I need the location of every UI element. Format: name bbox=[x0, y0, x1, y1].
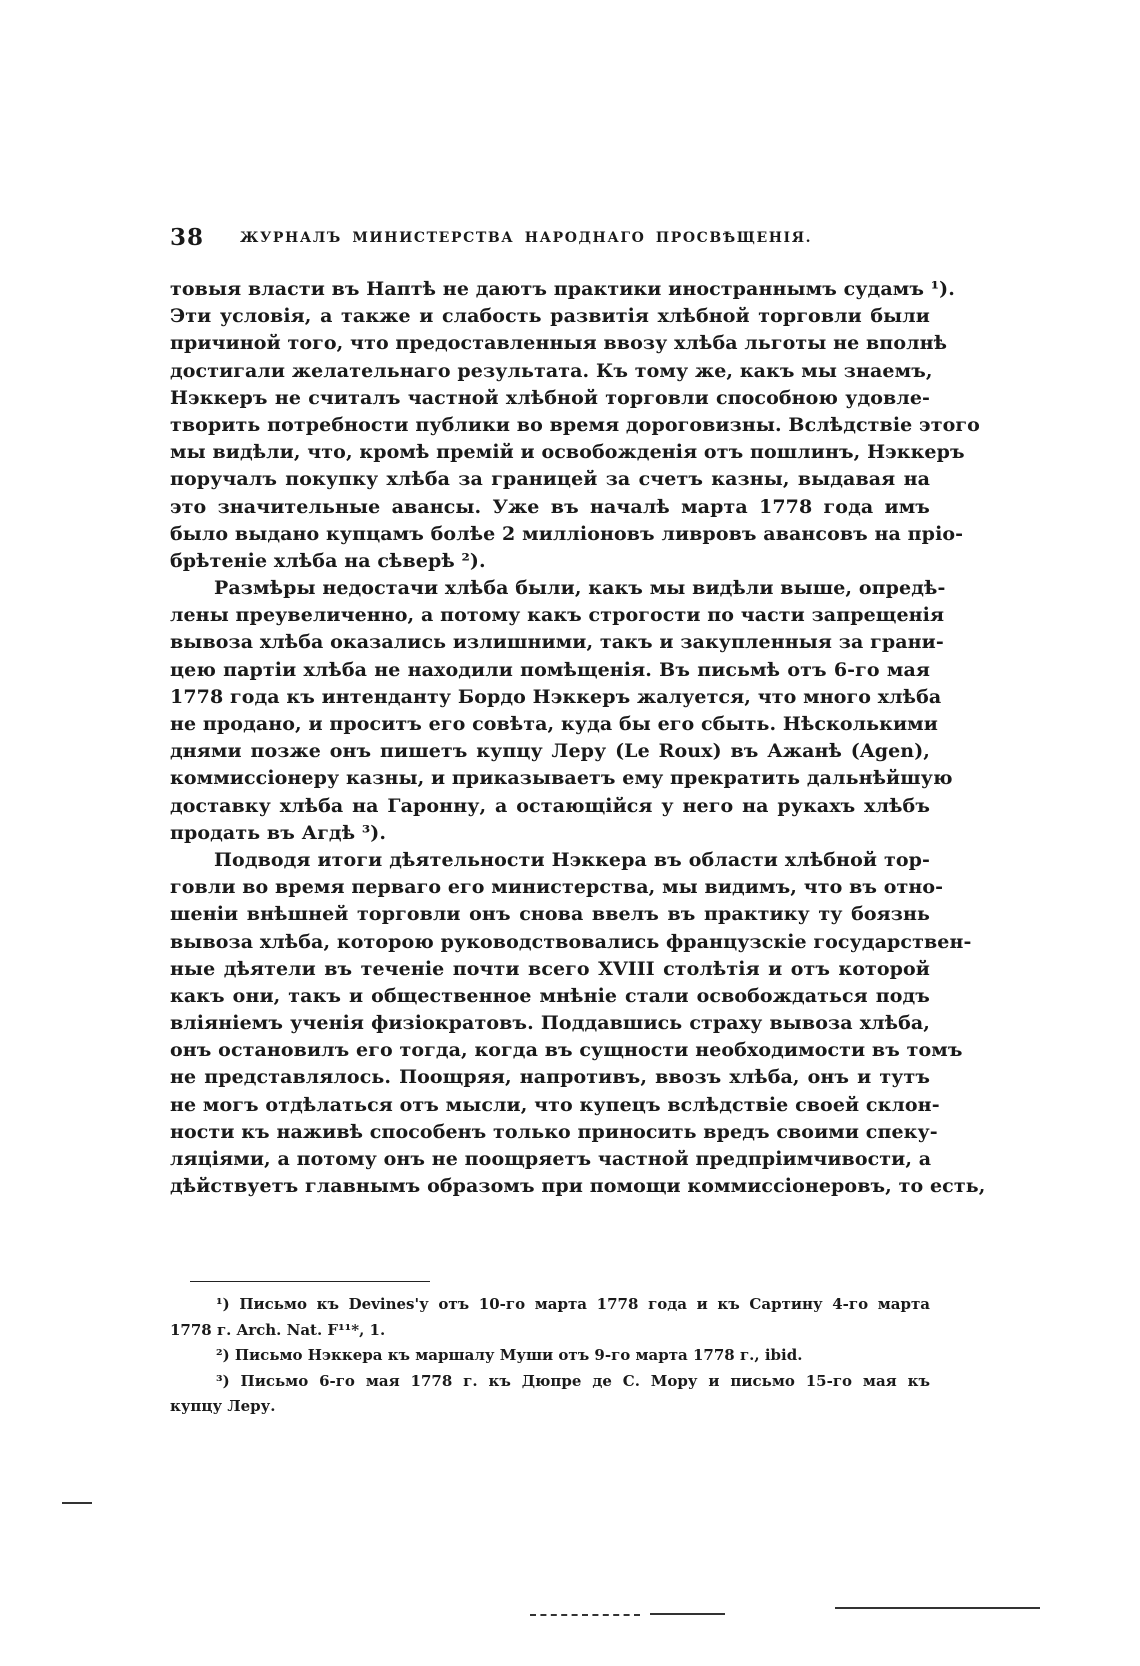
text-line: онъ остановилъ его тогда, когда въ сущности необходимости въ томъ bbox=[170, 1039, 963, 1062]
text-line: достигали желательнаго результата. Къ тому же, какъ мы знаемъ, bbox=[170, 359, 933, 382]
text-line: было выдано купцамъ болѣе 2 милліоновъ ливровъ авансовъ на пріо- bbox=[170, 522, 964, 545]
text-line: не продано, и проситъ его совѣта, куда бы его сбыть. Нѣсколькими bbox=[170, 713, 938, 735]
text-line: Подводя итоги дѣятельности Нэккера въ области хлѣбной тор- bbox=[214, 848, 930, 871]
text-line: цею партіи хлѣба не находили помѣщенія. Въ письмѣ отъ 6-го мая bbox=[170, 658, 930, 681]
text-line: вывоза хлѣба оказались излишними, такъ и закупленныя за грани- bbox=[170, 631, 944, 654]
scan-mark bbox=[530, 1614, 640, 1616]
text-line: коммиссіонеру казны, и приказываетъ ему прекратить дальнѣйшую bbox=[170, 767, 953, 790]
text-line: вывоза хлѣба, которою руководствовались французскіе государствен- bbox=[170, 930, 972, 953]
footnote-line: ¹) Письмо къ Devines'у отъ 10-го марта 1778 года и къ Сартину 4-го марта bbox=[216, 1295, 930, 1313]
scan-mark bbox=[62, 1502, 92, 1504]
footnote-divider bbox=[190, 1281, 430, 1282]
text-line: говли во время перваго его министерства, мы видимъ, что въ отно- bbox=[170, 876, 944, 899]
text-line: Размѣры недостачи хлѣба были, какъ мы видѣли выше, опредѣ- bbox=[214, 577, 946, 600]
text-line: товыя власти въ Наптѣ не даютъ практики иностраннымъ судамъ ¹). bbox=[170, 278, 955, 300]
text-line: Эти условія, а также и слабость развитія хлѣбной торговли были bbox=[170, 305, 930, 328]
text-line: вліяніемъ ученія физіократовъ. Поддавшись страху вывоза хлѣба, bbox=[170, 1012, 930, 1035]
footnotes bbox=[170, 1292, 930, 1420]
text-line: продать въ Агдѣ ³). bbox=[170, 821, 387, 844]
text-line: днями позже онъ пишетъ купцу Леру (Le Roux) въ Ажанѣ (Agen), bbox=[170, 740, 930, 763]
page-header bbox=[170, 224, 930, 254]
text-line: ляціями, а потому онъ не поощряетъ частной предпріимчивости, а bbox=[170, 1148, 932, 1170]
text-line: доставку хлѣба на Гаронну, а остающійся у него на рукахъ хлѣбъ bbox=[170, 794, 930, 817]
text-line: это значительные авансы. Уже въ началѣ марта 1778 года имъ bbox=[170, 495, 930, 518]
footnote-line: 1778 г. Arch. Nat. F¹¹*, 1. bbox=[170, 1320, 386, 1339]
text-line: мы видѣли, что, кромѣ премій и освобожденія отъ пошлинъ, Нэккеръ bbox=[170, 441, 965, 464]
text-line: 1778 года къ интенданту Бордо Нэккеръ жалуется, что много хлѣба bbox=[170, 685, 942, 708]
footnote-line: ²) Письмо Нэккера къ маршалу Муши отъ 9-го марта 1778 г., ibid. bbox=[216, 1346, 803, 1365]
scan-mark bbox=[650, 1613, 725, 1615]
text-line: причиной того, что предоставленныя ввозу хлѣба льготы не вполнѣ bbox=[170, 332, 948, 355]
text-line: ности къ наживѣ способенъ только приносить вредъ своими спеку- bbox=[170, 1120, 938, 1143]
scan-mark bbox=[835, 1607, 1040, 1609]
running-title: ЖУРНАЛЪ МИНИСТЕРСТВА НАРОДНАГО ПРОСВѢЩЕНІЯ. bbox=[240, 230, 813, 246]
text-line: не представлялось. Поощряя, напротивъ, ввозъ хлѣба, онъ и тутъ bbox=[170, 1066, 930, 1089]
page-number: 38 bbox=[170, 224, 205, 251]
text-line: творить потребности публики во время дороговизны. Вслѣдствіе этого bbox=[170, 413, 980, 436]
footnote-line: купцу Леру. bbox=[170, 1397, 276, 1416]
text-line: ные дѣятели въ теченіе почти всего XVIII столѣтія и отъ которой bbox=[170, 957, 930, 980]
text-line: какъ они, такъ и общественное мнѣніе стали освобождаться подъ bbox=[170, 984, 930, 1007]
body-text bbox=[170, 276, 986, 1200]
text-line: брѣтеніе хлѣба на сѣверѣ ²). bbox=[170, 549, 486, 572]
text-line: дѣйствуетъ главнымъ образомъ при помощи коммиссіонеровъ, то есть, bbox=[170, 1175, 986, 1198]
text-line: не могъ отдѣлаться отъ мысли, что купецъ вслѣдствіе своей склон- bbox=[170, 1093, 940, 1116]
text-line: поручалъ покупку хлѣба за границей за счетъ казны, выдавая на bbox=[170, 468, 930, 491]
text-line: лены преувеличенно, а потому какъ строгости по части запрещенія bbox=[170, 604, 945, 627]
text-line: шеніи внѣшней торговли онъ снова ввелъ въ практику ту боязнь bbox=[170, 903, 930, 926]
text-line: Нэккеръ не считалъ частной хлѣбной торговли способною удовле- bbox=[170, 386, 930, 409]
footnote-line: ³) Письмо 6-го мая 1778 г. къ Дюпре де С. Мору и письмо 15-го мая къ bbox=[216, 1371, 930, 1390]
